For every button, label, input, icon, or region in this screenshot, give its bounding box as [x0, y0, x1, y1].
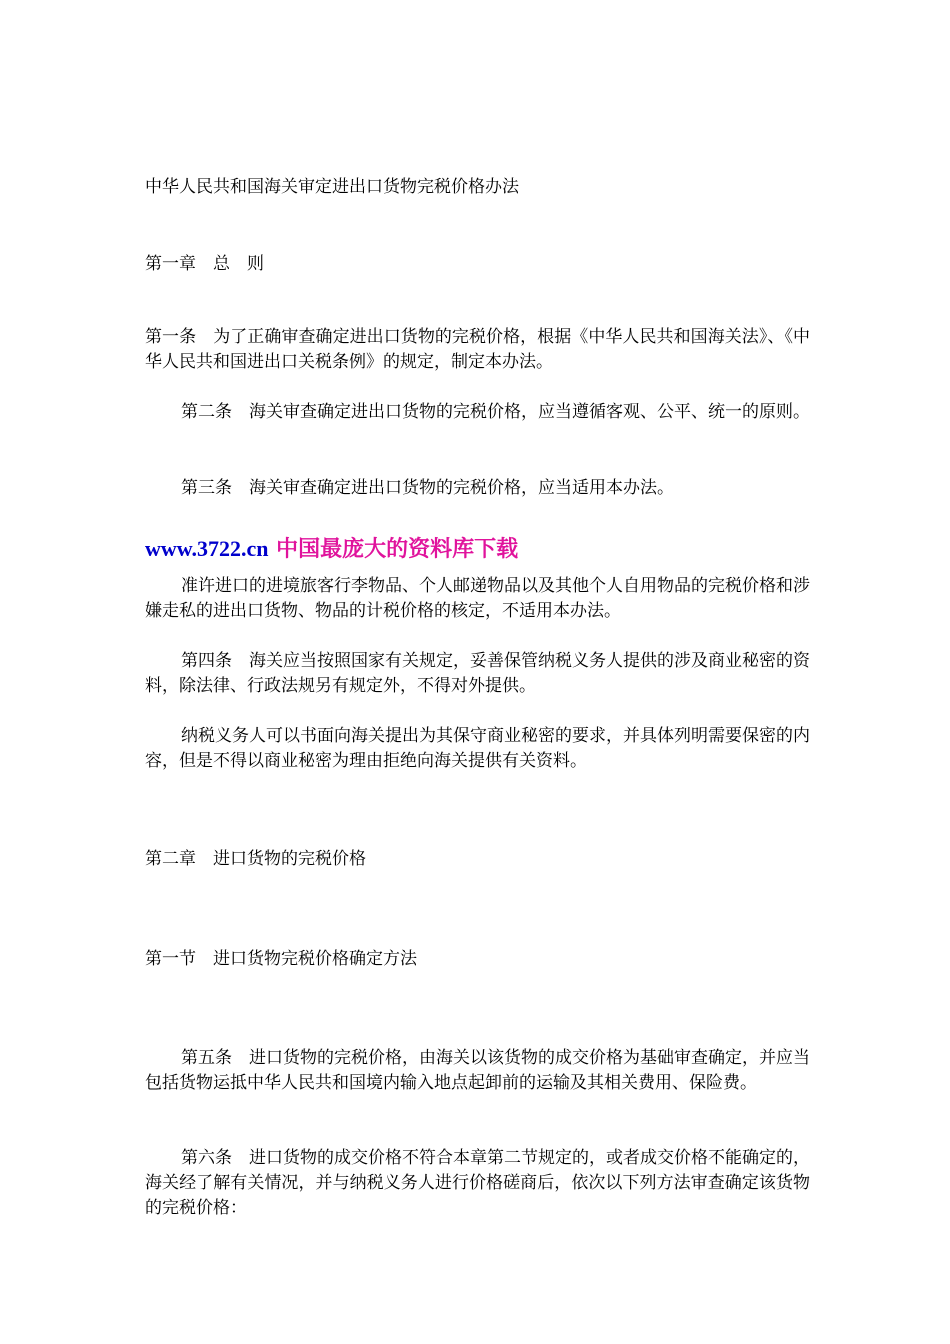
chapter-heading-2: 第二章 进口货物的完税价格 [145, 849, 366, 869]
article-4: 第四条 海关应当按照国家有关规定，妥善保管纳税义务人提供的涉及商业秘密的资料，除法律、行政法规另有规定外，不得对外提供。 [145, 651, 810, 696]
advertisement-text: 中国最庞大的资料库下载 [276, 537, 519, 562]
document-title: 中华人民共和国海关审定进出口货物完税价格办法 [145, 177, 519, 197]
article-5: 第五条 进口货物的完税价格，由海关以该货物的成交价格为基础审查确定，并应当包括货物运抵中华人民共和国境内输入地点起卸前的运输及其相关费用、保险费。 [145, 1048, 810, 1093]
article-3: 第三条 海关审查确定进出口货物的完税价格，应当适用本办法。 [181, 478, 674, 498]
article-2: 第二条 海关审查确定进出口货物的完税价格，应当遵循客观、公平、统一的原则。 [181, 402, 810, 422]
advertisement-banner[interactable] [145, 534, 518, 565]
article-3-paragraph-2: 准许进口的进境旅客行李物品、个人邮递物品以及其他个人自用物品的完税价格和涉嫌走私的进出口货物、物品的计税价格的核定，不适用本办法。 [145, 576, 810, 621]
article-1: 第一条 为了正确审查确定进出口货物的完税价格，根据《中华人民共和国海关法》、《中华人民共和国进出口关税条例》的规定，制定本办法。 [145, 327, 810, 372]
article-6: 第六条 进口货物的成交价格不符合本章第二节规定的，或者成交价格不能确定的，海关经了解有关情况，并与纳税义务人进行价格磋商后，依次以下列方法审查确定该货物的完税价格： [145, 1148, 810, 1218]
chapter-heading-1: 第一章 总 则 [145, 254, 264, 274]
advertisement-url[interactable]: www.3722.cn [145, 536, 269, 561]
article-4-paragraph-2: 纳税义务人可以书面向海关提出为其保守商业秘密的要求，并具体列明需要保密的内容，但是不得以商业秘密为理由拒绝向海关提供有关资料。 [145, 726, 810, 771]
section-heading-1: 第一节 进口货物完税价格确定方法 [145, 949, 417, 969]
